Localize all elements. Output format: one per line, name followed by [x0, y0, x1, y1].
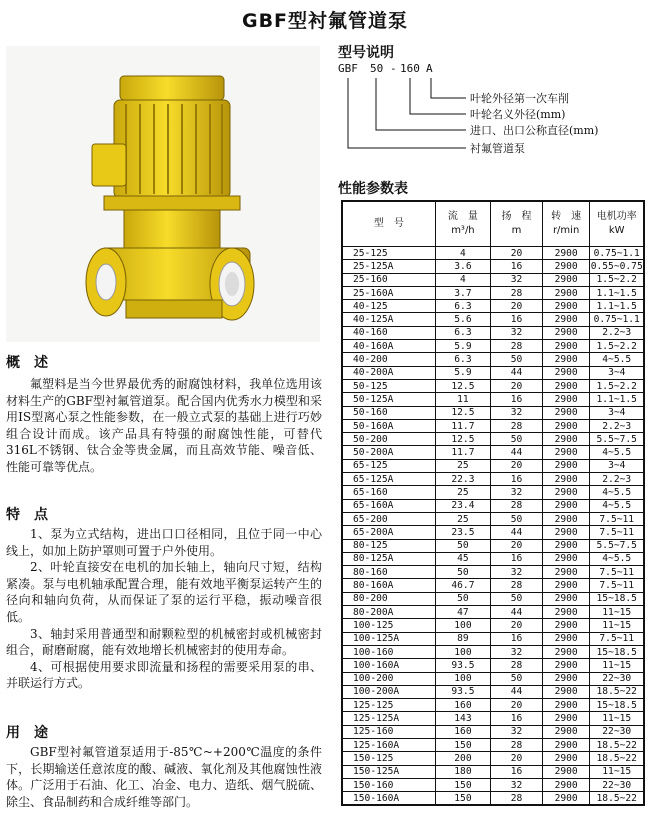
cell-speed: 2900 — [542, 619, 590, 632]
cell-power: 2.2~3 — [590, 326, 644, 339]
table-row — [342, 672, 644, 685]
overview-text — [6, 376, 322, 476]
features-heading: 特 点 — [6, 507, 48, 523]
table-row — [342, 752, 644, 765]
cell-power: 11~15 — [590, 606, 644, 619]
cell-flow: 25 — [435, 486, 491, 499]
cell-speed: 2900 — [542, 645, 590, 658]
cell-flow: 160 — [435, 725, 491, 738]
performance-table — [341, 200, 645, 806]
cell-speed: 2900 — [542, 752, 590, 765]
table-row — [342, 393, 644, 406]
cell-speed: 2900 — [542, 459, 590, 472]
cell-power: 15~18.5 — [590, 645, 644, 658]
cell-speed: 2900 — [542, 499, 590, 512]
cell-power: 3~4 — [590, 406, 644, 419]
table-row — [342, 326, 644, 339]
cell-speed: 2900 — [542, 379, 590, 392]
model-explanation-cut: 叶轮外径第一次车削 — [470, 92, 569, 105]
page-title: GBF型衬氟管道泵 — [241, 10, 409, 32]
cell-head: 20 — [491, 539, 543, 552]
cell-power: 1.1~1.5 — [590, 393, 644, 406]
cell-flow: 160 — [435, 699, 491, 712]
cell-speed: 2900 — [542, 672, 590, 685]
table-row — [342, 645, 644, 658]
cell-head: 28 — [491, 579, 543, 592]
cell-head: 32 — [491, 326, 543, 339]
cell-speed: 2900 — [542, 260, 590, 273]
cell-head: 44 — [491, 685, 543, 698]
table-row — [342, 765, 644, 778]
table-row — [342, 379, 644, 392]
cell-speed: 2900 — [542, 566, 590, 579]
cell-model: 80-160 — [342, 566, 435, 579]
cell-model: 25-125 — [342, 247, 435, 260]
cell-model: 65-200A — [342, 526, 435, 539]
cell-flow: 3.6 — [435, 260, 491, 273]
cell-model: 100-160A — [342, 659, 435, 672]
cell-model: 150-125A — [342, 765, 435, 778]
cell-flow: 12.5 — [435, 433, 491, 446]
cell-model: 100-200A — [342, 685, 435, 698]
cell-speed: 2900 — [542, 512, 590, 525]
cell-head: 32 — [491, 725, 543, 738]
cell-flow: 6.3 — [435, 353, 491, 366]
cell-flow: 23.4 — [435, 499, 491, 512]
cell-power: 2.2~3 — [590, 473, 644, 486]
cell-model: 25-160 — [342, 273, 435, 286]
table-row — [342, 340, 644, 353]
table-row — [342, 353, 644, 366]
cell-head: 44 — [491, 366, 543, 379]
cell-speed: 2900 — [542, 725, 590, 738]
cell-speed: 2900 — [542, 526, 590, 539]
cell-power: 3~4 — [590, 366, 644, 379]
cell-flow: 3.7 — [435, 286, 491, 299]
table-row — [342, 552, 644, 565]
cell-model: 50-200A — [342, 446, 435, 459]
cell-head: 50 — [491, 672, 543, 685]
cell-flow: 100 — [435, 645, 491, 658]
cell-head: 44 — [491, 446, 543, 459]
cell-speed: 2900 — [542, 300, 590, 313]
cell-head: 28 — [491, 659, 543, 672]
table-body — [342, 247, 644, 806]
cell-model: 40-200 — [342, 353, 435, 366]
cell-head: 20 — [491, 247, 543, 260]
cell-head: 32 — [491, 406, 543, 419]
overview-paragraph: 氟塑料是当今世界最优秀的耐腐蚀材料，我单位选用该材料生产的GBF型衬氟管道泵。配合国内优秀水力模型和采用IS型离心泵之性能参数，在一般立式泵的基础上进行巧妙组合设计而成。该产品具有特强的耐腐蚀性能，可替代316L不锈钢、钛合金等贵金属，而且高效节能、噪音低、性能可靠等优点。 — [6, 377, 322, 474]
table-row — [342, 486, 644, 499]
cell-speed: 2900 — [542, 699, 590, 712]
cell-model: 25-160A — [342, 286, 435, 299]
cell-power: 15~18.5 — [590, 699, 644, 712]
cell-flow: 11 — [435, 393, 491, 406]
cell-flow: 93.5 — [435, 659, 491, 672]
table-row — [342, 286, 644, 299]
cell-model: 125-125 — [342, 699, 435, 712]
feature-item: 2、叶轮直接安在电机的加长轴上，轴向尺寸短，结构紧凑。泵与电机轴承配置合理，能有效地平衡泵运转产生的径向和轴向负荷，从而保证了泵的运行平稳，振动噪音很低。 — [6, 560, 322, 624]
cell-flow: 25 — [435, 512, 491, 525]
cell-flow: 180 — [435, 765, 491, 778]
cell-flow: 5.9 — [435, 366, 491, 379]
cell-head: 28 — [491, 419, 543, 432]
cell-head: 16 — [491, 632, 543, 645]
cell-speed: 2900 — [542, 313, 590, 326]
cell-flow: 4 — [435, 247, 491, 260]
cell-power: 1.5~2.2 — [590, 340, 644, 353]
cell-power: 3~4 — [590, 459, 644, 472]
cell-model: 80-200A — [342, 606, 435, 619]
table-row — [342, 446, 644, 459]
cell-model: 65-125 — [342, 459, 435, 472]
cell-speed: 2900 — [542, 353, 590, 366]
header-flow: 流 量 m³/h — [435, 201, 491, 247]
cell-flow: 12.5 — [435, 406, 491, 419]
cell-model: 100-200 — [342, 672, 435, 685]
cell-head: 20 — [491, 619, 543, 632]
cell-head: 20 — [491, 379, 543, 392]
table-row — [342, 273, 644, 286]
cell-head: 28 — [491, 499, 543, 512]
cell-power: 15~18.5 — [590, 592, 644, 605]
cell-power: 18.5~22 — [590, 738, 644, 751]
cell-head: 32 — [491, 273, 543, 286]
cell-head: 32 — [491, 566, 543, 579]
cell-power: 4~5.5 — [590, 353, 644, 366]
table-row — [342, 579, 644, 592]
cell-model: 80-125A — [342, 552, 435, 565]
cell-model: 65-200 — [342, 512, 435, 525]
cell-speed: 2900 — [542, 326, 590, 339]
cell-model: 50-160 — [342, 406, 435, 419]
cell-power: 2.2~3 — [590, 419, 644, 432]
table-row — [342, 539, 644, 552]
table-row — [342, 792, 644, 806]
cell-flow: 6.3 — [435, 326, 491, 339]
cell-speed: 2900 — [542, 366, 590, 379]
cell-speed: 2900 — [542, 552, 590, 565]
cell-flow: 89 — [435, 632, 491, 645]
cell-power: 11~15 — [590, 712, 644, 725]
model-heading: 型号说明 — [338, 45, 394, 61]
table-row — [342, 260, 644, 273]
cell-head: 28 — [491, 340, 543, 353]
table-row — [342, 419, 644, 432]
cell-power: 4~5.5 — [590, 446, 644, 459]
cell-power: 0.55~0.75 — [590, 260, 643, 272]
cell-speed: 2900 — [542, 539, 590, 552]
table-row — [342, 619, 644, 632]
model-code-series: GBF — [338, 62, 358, 75]
cell-flow: 5.9 — [435, 340, 491, 353]
table-row — [342, 526, 644, 539]
cell-flow: 150 — [435, 778, 491, 791]
cell-head: 16 — [491, 393, 543, 406]
cell-head: 16 — [491, 765, 543, 778]
cell-speed: 2900 — [542, 273, 590, 286]
cell-head: 50 — [491, 353, 543, 366]
cell-speed: 2900 — [542, 738, 590, 751]
cell-speed: 2900 — [542, 286, 590, 299]
cell-head: 32 — [491, 645, 543, 658]
table-row — [342, 473, 644, 486]
cell-power: 0.75~1.1 — [590, 313, 644, 326]
cell-model: 80-125 — [342, 539, 435, 552]
cell-power: 7.5~11 — [590, 526, 644, 539]
table-row — [342, 366, 644, 379]
features-list — [6, 526, 322, 692]
cell-power: 1.1~1.5 — [590, 300, 644, 313]
cell-power: 7.5~11 — [590, 579, 644, 592]
cell-head: 44 — [491, 606, 543, 619]
model-code-impeller: 160 — [400, 62, 420, 75]
cell-speed: 2900 — [542, 659, 590, 672]
cell-power: 4~5.5 — [590, 486, 644, 499]
cell-model: 50-160A — [342, 419, 435, 432]
cell-flow: 100 — [435, 672, 491, 685]
cell-model: 40-200A — [342, 366, 435, 379]
table-row — [342, 699, 644, 712]
cell-power: 18.5~22 — [590, 752, 644, 765]
model-explanation-impeller: 叶轮名义外径(mm) — [470, 108, 566, 121]
cell-model: 40-160A — [342, 340, 435, 353]
cell-flow: 25 — [435, 459, 491, 472]
cell-power: 4~5.5 — [590, 552, 644, 565]
cell-flow: 100 — [435, 619, 491, 632]
table-row — [342, 632, 644, 645]
cell-flow: 50 — [435, 592, 491, 605]
cell-head: 16 — [491, 313, 543, 326]
cell-flow: 150 — [435, 738, 491, 751]
model-diagram — [338, 62, 638, 168]
cell-speed: 2900 — [542, 778, 590, 791]
cell-head: 20 — [491, 699, 543, 712]
cell-head: 16 — [491, 473, 543, 486]
cell-power: 7.5~11 — [590, 566, 644, 579]
cell-model: 80-160A — [342, 579, 435, 592]
cell-power: 4~5.5 — [590, 499, 644, 512]
overview-heading: 概 述 — [6, 355, 48, 371]
table-row — [342, 778, 644, 791]
cell-speed: 2900 — [542, 632, 590, 645]
cell-flow: 22.3 — [435, 473, 491, 486]
model-code-cut: A — [426, 62, 433, 75]
model-explanation-series: 衬氟管道泵 — [470, 142, 525, 155]
cell-power: 5.5~7.5 — [590, 433, 644, 446]
header-power: 电机功率 kW — [590, 201, 644, 247]
cell-head: 50 — [491, 512, 543, 525]
cell-model: 50-200 — [342, 433, 435, 446]
table-row — [342, 406, 644, 419]
cell-flow: 12.5 — [435, 379, 491, 392]
cell-power: 18.5~22 — [590, 792, 644, 806]
cell-flow: 150 — [435, 792, 491, 806]
cell-model: 65-125A — [342, 473, 435, 486]
cell-head: 16 — [491, 260, 543, 273]
table-row — [342, 459, 644, 472]
cell-model: 125-160A — [342, 738, 435, 751]
cell-speed: 2900 — [542, 433, 590, 446]
cell-speed: 2900 — [542, 473, 590, 486]
cell-power: 1.5~2.2 — [590, 379, 644, 392]
table-row — [342, 433, 644, 446]
cell-power: 11~15 — [590, 765, 644, 778]
perf-heading: 性能参数表 — [338, 181, 408, 197]
table-row — [342, 592, 644, 605]
model-code-dash: - — [390, 62, 397, 75]
table-row — [342, 313, 644, 326]
table-row — [342, 659, 644, 672]
cell-flow: 50 — [435, 539, 491, 552]
cell-head: 44 — [491, 526, 543, 539]
cell-model: 125-125A — [342, 712, 435, 725]
cell-speed: 2900 — [542, 247, 590, 260]
cell-flow: 4 — [435, 273, 491, 286]
model-explanation-diameter: 进口、出口公称直径(mm) — [470, 124, 599, 137]
cell-model: 40-125 — [342, 300, 435, 313]
usage-text — [6, 744, 322, 810]
header-model: 型 号 — [342, 201, 435, 247]
cell-speed: 2900 — [542, 446, 590, 459]
cell-flow: 45 — [435, 552, 491, 565]
cell-flow: 50 — [435, 566, 491, 579]
cell-head: 16 — [491, 552, 543, 565]
cell-model: 50-125 — [342, 379, 435, 392]
usage-heading: 用 途 — [6, 725, 48, 741]
cell-flow: 5.6 — [435, 313, 491, 326]
table-row — [342, 712, 644, 725]
table-row — [342, 738, 644, 751]
cell-flow: 200 — [435, 752, 491, 765]
cell-speed: 2900 — [542, 685, 590, 698]
cell-model: 100-125 — [342, 619, 435, 632]
cell-flow: 93.5 — [435, 685, 491, 698]
cell-model: 150-160A — [342, 792, 435, 806]
cell-power: 1.5~2.2 — [590, 273, 644, 286]
cell-speed: 2900 — [542, 765, 590, 778]
table-row — [342, 685, 644, 698]
cell-model: 150-125 — [342, 752, 435, 765]
cell-power: 18.5~22 — [590, 685, 644, 698]
cell-head: 20 — [491, 752, 543, 765]
cell-model: 50-125A — [342, 393, 435, 406]
cell-flow: 47 — [435, 606, 491, 619]
cell-speed: 2900 — [542, 579, 590, 592]
table-row — [342, 725, 644, 738]
cell-speed: 2900 — [542, 592, 590, 605]
cell-speed: 2900 — [542, 340, 590, 353]
cell-speed: 2900 — [542, 393, 590, 406]
table-row — [342, 606, 644, 619]
cell-head: 28 — [491, 792, 543, 806]
table-row — [342, 566, 644, 579]
table-row — [342, 512, 644, 525]
cell-power: 11~15 — [590, 619, 644, 632]
header-head: 扬 程 m — [491, 201, 543, 247]
cell-model: 40-160 — [342, 326, 435, 339]
cell-model: 65-160 — [342, 486, 435, 499]
cell-model: 150-160 — [342, 778, 435, 791]
cell-speed: 2900 — [542, 606, 590, 619]
cell-model: 65-160A — [342, 499, 435, 512]
cell-model: 100-125A — [342, 632, 435, 645]
table-row — [342, 499, 644, 512]
cell-head: 50 — [491, 433, 543, 446]
cell-power: 22~30 — [590, 672, 644, 685]
cell-flow: 11.7 — [435, 419, 491, 432]
header-speed: 转 速 r/min — [542, 201, 590, 247]
cell-model: 40-125A — [342, 313, 435, 326]
cell-head: 28 — [491, 286, 543, 299]
cell-speed: 2900 — [542, 486, 590, 499]
cell-head: 16 — [491, 712, 543, 725]
cell-power: 7.5~11 — [590, 512, 644, 525]
cell-speed: 2900 — [542, 712, 590, 725]
cell-speed: 2900 — [542, 419, 590, 432]
cell-model: 80-200 — [342, 592, 435, 605]
cell-power: 22~30 — [590, 725, 644, 738]
feature-item: 3、轴封采用普通型和耐颗粒型的机械密封或机械密封组合，耐磨耐腐，能有效地增长机械密封的使用寿命。 — [6, 626, 322, 658]
cell-head: 20 — [491, 300, 543, 313]
cell-model: 125-160 — [342, 725, 435, 738]
cell-power: 0.75~1.1 — [590, 247, 644, 260]
cell-model: 100-160 — [342, 645, 435, 658]
cell-model: 25-125A — [342, 260, 435, 273]
cell-head: 20 — [491, 459, 543, 472]
cell-flow: 143 — [435, 712, 491, 725]
cell-power: 11~15 — [590, 659, 644, 672]
table-header-row — [342, 201, 644, 247]
cell-flow: 46.7 — [435, 579, 491, 592]
cell-speed: 2900 — [542, 792, 590, 806]
feature-item: 4、可根据使用要求即流量和扬程的需要采用泵的串、并联运行方式。 — [6, 659, 322, 691]
cell-head: 50 — [491, 592, 543, 605]
cell-power: 22~30 — [590, 778, 644, 791]
cell-head: 32 — [491, 486, 543, 499]
cell-flow: 6.3 — [435, 300, 491, 313]
cell-flow: 23.5 — [435, 526, 491, 539]
feature-item: 1、泵为立式结构，进出口口径相同，且位于同一中心线上，如加上防护罩则可置于户外使用。 — [6, 527, 322, 558]
model-code-diameter: 50 — [370, 62, 384, 75]
table-row — [342, 247, 644, 260]
cell-power: 1.1~1.5 — [590, 286, 644, 299]
pump-photo — [6, 46, 320, 342]
table-row — [342, 300, 644, 313]
cell-speed: 2900 — [542, 406, 590, 419]
cell-head: 28 — [491, 738, 543, 751]
cell-head: 32 — [491, 778, 543, 791]
usage-paragraph: GBF型衬氟管道泵适用于-85℃~+200℃温度的条件下，长期输送任意浓度的酸、碱液、氧化剂及其他腐蚀性液体。广泛用于石油、化工、冶金、电力、造纸、烟气脱硫、除尘、食品制药和合成纤维等部门。 — [6, 745, 322, 809]
cell-flow: 11.7 — [435, 446, 491, 459]
cell-power: 5.5~7.5 — [590, 539, 644, 552]
cell-power: 7.5~11 — [590, 632, 644, 645]
